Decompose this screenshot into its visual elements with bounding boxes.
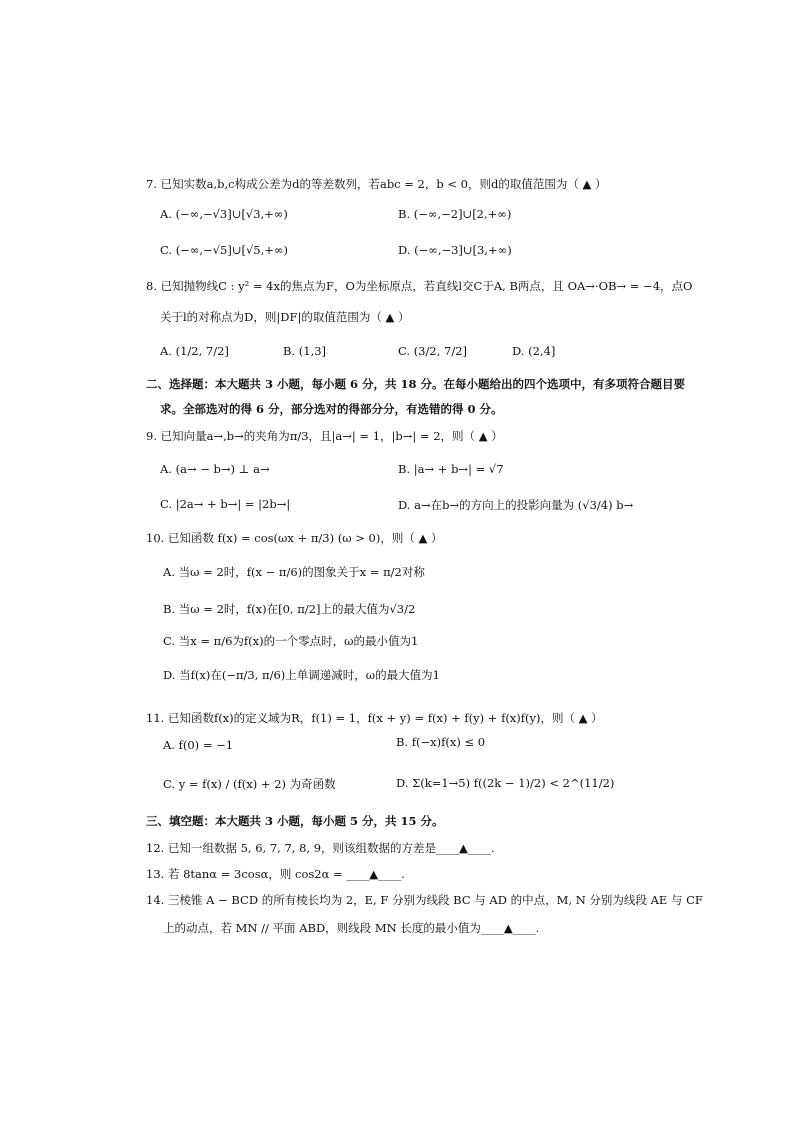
section2-heading: 二、选择题：本大题共 3 小题，每小题 6 分，共 18 分。在每小题给出的四个选项中，有多项符合题目要: [146, 377, 686, 391]
section2-instructions: 求。全部选对的得 6 分，部分选对的得部分分，有选错的得 0 分。: [160, 402, 503, 416]
q10-stem: 10. 已知函数 f(x) = cos(ωx + π/3) (ω > 0)，则（ ▲ ）: [146, 531, 443, 545]
q14-line1: 14. 三棱锥 A − BCD 的所有棱长均为 2，E, F 分别为线段 BC 与 AD 的中点，M, N 分别为线段 AE 与 CF: [146, 893, 703, 907]
q14-line2: 上的动点，若 MN // 平面 ABD，则线段 MN 长度的最小值为____▲____.: [163, 921, 540, 935]
q7-option-a: A. (−∞,−√3]∪[√3,+∞): [160, 207, 288, 221]
q8-option-d: D. (2,4]: [512, 344, 556, 358]
q8-option-b: B. (1,3]: [283, 344, 327, 358]
q9-option-c: C. |2a→ + b→| = |2b→|: [160, 497, 291, 511]
q12: 12. 已知一组数据 5, 6, 7, 7, 8, 9，则该组数据的方差是____▲____.: [146, 841, 495, 855]
section3-heading: 三、填空题：本大题共 3 小题，每小题 5 分，共 15 分。: [146, 814, 444, 828]
q9-option-b: B. |a→ + b→| = √7: [398, 462, 504, 476]
q8-stem-line1: 8. 已知抛物线C : y² = 4x的焦点为F，O为坐标原点，若直线l交C于A, B两点，且 OA→·OB→ = −4，点O: [146, 279, 693, 293]
q7-option-b: B. (−∞,−2]∪[2,+∞): [398, 207, 512, 221]
q11-option-c: C. y = f(x) / (f(x) + 2) 为奇函数: [163, 777, 336, 791]
q10-option-d: D. 当f(x)在(−π/3, π/6)上单调递减时，ω的最大值为1: [163, 668, 440, 682]
q11-stem: 11. 已知函数f(x)的定义域为R，f(1) = 1，f(x + y) = f(x) + f(y) + f(x)f(y)，则（ ▲ ）: [146, 711, 603, 725]
q7-option-c: C. (−∞,−√5]∪[√5,+∞): [160, 243, 288, 257]
q13: 13. 若 8tanα = 3cosα，则 cos2α = ____▲____.: [146, 867, 405, 881]
q11-option-b: B. f(−x)f(x) ≤ 0: [396, 735, 486, 749]
q7-option-d: D. (−∞,−3]∪[3,+∞): [398, 243, 512, 257]
q10-option-c: C. 当x = π/6为f(x)的一个零点时，ω的最小值为1: [163, 634, 419, 648]
q7-stem: 7. 已知实数a,b,c构成公差为d的等差数列，若abc = 2，b < 0，则d的取值范围为（ ▲ ）: [146, 177, 607, 191]
q11-option-a: A. f(0) = −1: [163, 738, 234, 752]
q8-option-a: A. (1/2, 7/2]: [160, 344, 229, 358]
q8-option-c: C. (3/2, 7/2]: [398, 344, 467, 358]
q9-option-d: D. a→在b→的方向上的投影向量为 (√3/4) b→: [398, 498, 634, 512]
q8-stem-line2: 关于l的对称点为D，则|DF|的取值范围为（ ▲ ）: [160, 310, 410, 324]
q10-option-a: A. 当ω = 2时，f(x − π/6)的图象关于x = π/2对称: [163, 565, 425, 579]
q11-option-d: D. Σ(k=1→5) f((2k − 1)/2) < 2^(11/2): [396, 776, 615, 790]
q10-option-b: B. 当ω = 2时，f(x)在[0, π/2]上的最大值为√3/2: [163, 602, 416, 616]
q9-stem: 9. 已知向量a→,b→的夹角为π/3，且|a→| = 1，|b→| = 2，则（ ▲ ）: [146, 429, 503, 443]
q9-option-a: A. (a→ − b→) ⊥ a→: [160, 462, 270, 476]
